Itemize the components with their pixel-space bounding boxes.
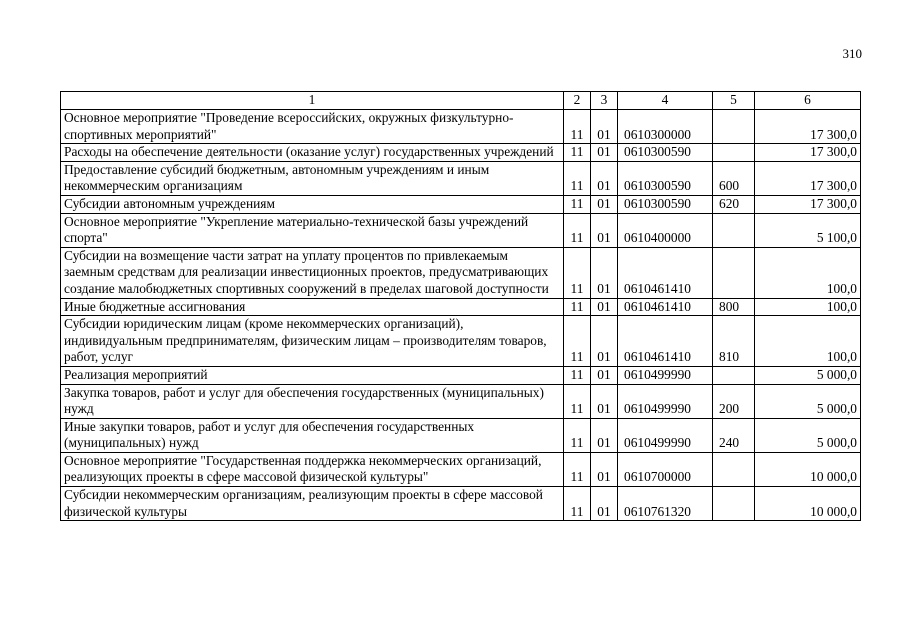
section-code: 11 — [564, 161, 591, 195]
expense-type-code — [713, 247, 755, 298]
target-article-code: 0610300590 — [618, 161, 713, 195]
section-code: 11 — [564, 452, 591, 486]
target-article-code: 0610700000 — [618, 452, 713, 486]
item-name: Субсидии некоммерческим организациям, реализующим проекты в сфере массовой физической культуры — [61, 487, 564, 521]
amount: 5 100,0 — [755, 213, 861, 247]
table-row — [61, 452, 861, 486]
target-article-code: 0610300590 — [618, 195, 713, 213]
amount: 100,0 — [755, 316, 861, 367]
subsection-code: 01 — [591, 487, 618, 521]
amount: 17 300,0 — [755, 195, 861, 213]
item-name: Основное мероприятие "Укрепление материально-технической базы учреждений спорта" — [61, 213, 564, 247]
item-name: Иные бюджетные ассигнования — [61, 298, 564, 316]
target-article-code: 0610761320 — [618, 487, 713, 521]
expense-type-code: 800 — [713, 298, 755, 316]
table-row — [61, 384, 861, 418]
amount: 5 000,0 — [755, 384, 861, 418]
column-header: 1 — [61, 92, 564, 110]
expense-type-code: 810 — [713, 316, 755, 367]
expense-type-code — [713, 213, 755, 247]
expense-type-code — [713, 452, 755, 486]
table-row — [61, 247, 861, 298]
item-name: Субсидии автономным учреждениям — [61, 195, 564, 213]
subsection-code: 01 — [591, 418, 618, 452]
item-name: Закупка товаров, работ и услуг для обеспечения государственных (муниципальных) нужд — [61, 384, 564, 418]
table-row — [61, 298, 861, 316]
expense-type-code — [713, 110, 755, 144]
table-row — [61, 144, 861, 162]
amount: 10 000,0 — [755, 487, 861, 521]
column-header: 6 — [755, 92, 861, 110]
section-code: 11 — [564, 366, 591, 384]
expense-type-code: 600 — [713, 161, 755, 195]
item-name: Основное мероприятие "Проведение всероссийских, окружных физкультурно-спортивных мероприятий" — [61, 110, 564, 144]
expense-type-code — [713, 487, 755, 521]
section-code: 11 — [564, 316, 591, 367]
item-name: Субсидии на возмещение части затрат на уплату процентов по привлекаемым заемным средствам для реализации инвестиционных проектов, предусматривающих создание малобюджетных спортивных сооружений в пределах шаговой доступности — [61, 247, 564, 298]
amount: 17 300,0 — [755, 110, 861, 144]
expense-type-code — [713, 144, 755, 162]
column-header: 2 — [564, 92, 591, 110]
target-article-code: 0610499990 — [618, 418, 713, 452]
expense-type-code: 240 — [713, 418, 755, 452]
target-article-code: 0610300000 — [618, 110, 713, 144]
subsection-code: 01 — [591, 195, 618, 213]
item-name: Предоставление субсидий бюджетным, автономным учреждениям и иным некоммерческим организациям — [61, 161, 564, 195]
table-row — [61, 316, 861, 367]
amount: 5 000,0 — [755, 418, 861, 452]
item-name: Реализация мероприятий — [61, 366, 564, 384]
amount: 17 300,0 — [755, 161, 861, 195]
section-code: 11 — [564, 298, 591, 316]
amount: 100,0 — [755, 298, 861, 316]
amount: 10 000,0 — [755, 452, 861, 486]
expense-type-code: 620 — [713, 195, 755, 213]
page-number: 310 — [842, 46, 862, 61]
target-article-code: 0610461410 — [618, 316, 713, 367]
item-name: Субсидии юридическим лицам (кроме некоммерческих организаций), индивидуальным предпринимателям, физическим лицам – производителям товаров, работ, услуг — [61, 316, 564, 367]
target-article-code: 0610461410 — [618, 247, 713, 298]
item-name: Иные закупки товаров, работ и услуг для обеспечения государственных (муниципальных) нужд — [61, 418, 564, 452]
target-article-code: 0610499990 — [618, 366, 713, 384]
section-code: 11 — [564, 247, 591, 298]
table-row — [61, 195, 861, 213]
amount: 5 000,0 — [755, 366, 861, 384]
subsection-code: 01 — [591, 247, 618, 298]
column-header: 3 — [591, 92, 618, 110]
subsection-code: 01 — [591, 110, 618, 144]
expense-type-code — [713, 366, 755, 384]
section-code: 11 — [564, 110, 591, 144]
section-code: 11 — [564, 384, 591, 418]
section-code: 11 — [564, 144, 591, 162]
section-code: 11 — [564, 213, 591, 247]
subsection-code: 01 — [591, 161, 618, 195]
section-code: 11 — [564, 195, 591, 213]
table-row — [61, 487, 861, 521]
table-row — [61, 418, 861, 452]
column-header: 4 — [618, 92, 713, 110]
expense-type-code: 200 — [713, 384, 755, 418]
section-code: 11 — [564, 418, 591, 452]
subsection-code: 01 — [591, 316, 618, 367]
subsection-code: 01 — [591, 384, 618, 418]
subsection-code: 01 — [591, 213, 618, 247]
section-code: 11 — [564, 487, 591, 521]
target-article-code: 0610300590 — [618, 144, 713, 162]
subsection-code: 01 — [591, 144, 618, 162]
target-article-code: 0610499990 — [618, 384, 713, 418]
budget-table — [60, 91, 861, 521]
table-row — [61, 161, 861, 195]
item-name: Расходы на обеспечение деятельности (оказание услуг) государственных учреждений — [61, 144, 564, 162]
table-row — [61, 366, 861, 384]
subsection-code: 01 — [591, 366, 618, 384]
table-row — [61, 110, 861, 144]
target-article-code: 0610400000 — [618, 213, 713, 247]
target-article-code: 0610461410 — [618, 298, 713, 316]
table-row — [61, 213, 861, 247]
column-header: 5 — [713, 92, 755, 110]
item-name: Основное мероприятие "Государственная поддержка некоммерческих организаций, реализующих проекты в сфере массовой физической культуры" — [61, 452, 564, 486]
table-header-row — [61, 92, 861, 110]
amount: 100,0 — [755, 247, 861, 298]
subsection-code: 01 — [591, 298, 618, 316]
amount: 17 300,0 — [755, 144, 861, 162]
subsection-code: 01 — [591, 452, 618, 486]
